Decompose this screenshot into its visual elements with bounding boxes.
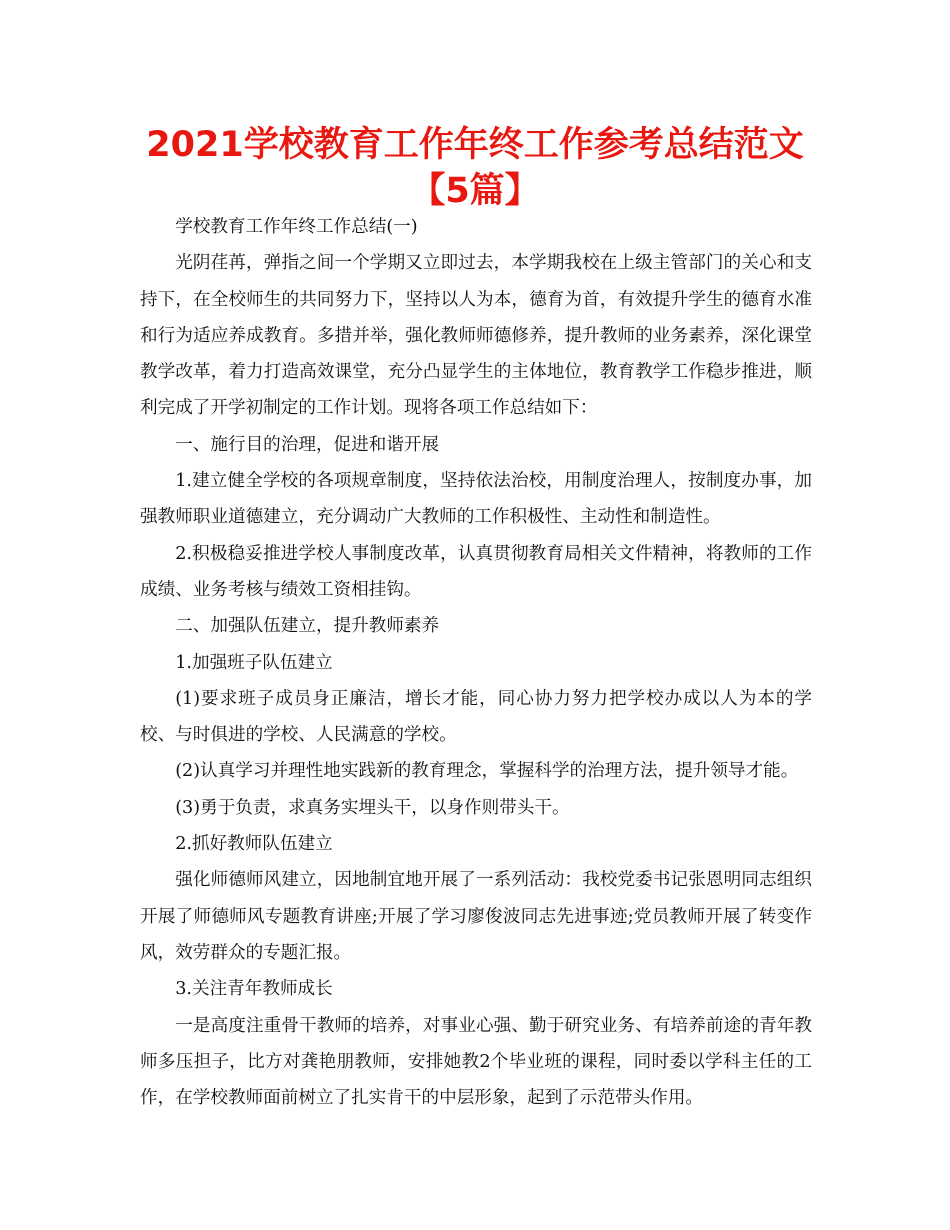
section-heading: 二、加强队伍建立，提升教师素养	[175, 616, 440, 637]
body-paragraph: 强化师德师风建立，因地制宜地开展了一系列活动：我校党委书记张恩明同志组织开展了师德师风专题教育讲座;开展了学习廖俊波同志先进事迹;党员教师开展了转变作风，效劳群众的专题汇报。	[140, 870, 812, 963]
section-heading: 学校教育工作年终工作总结(一)	[175, 217, 418, 237]
section-heading: 一、施行目的治理，促进和谐开展	[175, 434, 440, 455]
subsection-heading: 2.抓好教师队伍建立	[175, 834, 333, 855]
body-paragraph: 1.建立健全学校的各项规章制度，坚持依法治校，用制度治理人，按制度办事，加强教师职业道德建立，充分调动广大教师的工作积极性、主动性和制造性。	[140, 471, 812, 528]
body-paragraph: (3)勇于负责，求真务实埋头干，以身作则带头干。	[175, 797, 570, 818]
subsection-heading: 1.加强班子队伍建立	[175, 652, 333, 673]
body-paragraph: (1)要求班子成员身正廉洁，增长才能，同心协力努力把学校办成以人为本的学校、与时俱进的学校、人民满意的学校。	[140, 688, 812, 746]
body-paragraph: 一是高度注重骨干教师的培养，对事业心强、勤于研究业务、有培养前途的青年教师多压担子，比方对龚艳朋教师，安排她教2个毕业班的课程，同时委以学科主任的工作，在学校教师面前树立了扎实肯干的中层形象，起到了示范带头作用。	[140, 1015, 812, 1109]
page-title: 2021学校教育工作年终工作参考总结范文【5篇】	[146, 125, 804, 211]
document-body	[140, 209, 812, 1116]
body-paragraph: 2.积极稳妥推进学校人事制度改革，认真贯彻教育局相关文件精神，将教师的工作成绩、业务考核与绩效工资相挂钩。	[140, 543, 812, 600]
subsection-heading: 3.关注青年教师成长	[175, 979, 333, 1000]
intro-paragraph: 光阴荏苒，弹指之间一个学期又立即过去，本学期我校在上级主管部门的关心和支持下，在全校师生的共同努力下，坚持以人为本，德育为首，有效提升学生的德育水准和行为适应养成教育。多措并举，强化教师师德修养，提升教师的业务素养，深化课堂教学改革，着力打造高效课堂，充分凸显学生的主体地位，教育教学工作稳步推进，顺利完成了开学初制定的工作计划。现将各项工作总结如下：	[140, 253, 812, 419]
body-paragraph: (2)认真学习并理性地实践新的教育理念，掌握科学的治理方法，提升领导才能。	[175, 761, 799, 782]
